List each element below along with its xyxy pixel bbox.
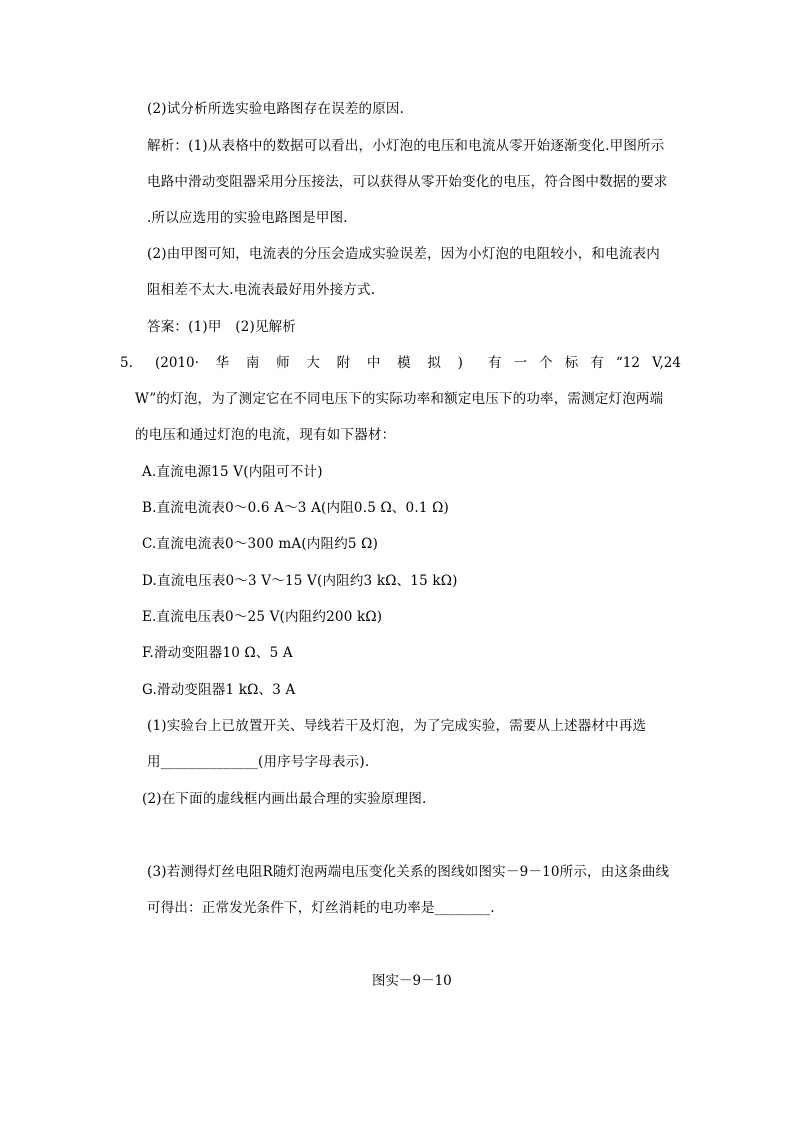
q5-line1-tail bbox=[488, 353, 681, 373]
q5-option-d: D.直流电压表0～3 V～15 V(内阻约3 kΩ、15 kΩ) bbox=[142, 573, 458, 589]
q5-source bbox=[155, 353, 463, 373]
q5-line1-part: 标 bbox=[564, 355, 579, 371]
q4-analysis-line-1: 解析：(1)从表格中的数据可以看出，小灯泡的电压和电流从零开始逐渐变化.甲图所示 bbox=[147, 138, 665, 154]
q4-analysis-line-3: .所以应选用的实验电路图是甲图. bbox=[147, 210, 348, 226]
q4-analysis-line-4: (2)由甲图可知，电流表的分压会造成实验误差，因为小灯泡的电阻较小，和电流表内 bbox=[147, 246, 660, 262]
q5-number: 5. bbox=[120, 355, 133, 371]
q5-sub2: (2)在下面的虚线框内画出最合理的实验原理图. bbox=[142, 791, 427, 807]
q5-source-part: 华 bbox=[215, 355, 230, 371]
q5-line1-part: 有 bbox=[590, 355, 604, 371]
q4-analysis-line-5: 阻相差不太大.电流表最好用外接方式. bbox=[147, 282, 376, 298]
q5-option-c: C.直流电流表0～300 mA(内阻约5 Ω) bbox=[142, 536, 379, 552]
q5-source-part: 拟 bbox=[427, 355, 441, 371]
q4-analysis-line-2: 电路中滑动变阻器采用分压接法，可以获得从零开始变化的电压，符合图中数据的要求 bbox=[147, 174, 668, 190]
q5-line-3: 的电压和通过灯泡的电流，现有如下器材： bbox=[135, 427, 396, 443]
q5-option-g: G.滑动变阻器1 kΩ、3 A bbox=[142, 682, 296, 698]
q5-option-e: E.直流电压表0～25 V(内阻约200 kΩ) bbox=[142, 609, 383, 625]
q5-option-a: A.直流电源15 V(内阻可不计) bbox=[142, 464, 323, 480]
q5-option-b: B.直流电流表0～0.6 A～3 A(内阻0.5 Ω、0.1 Ω) bbox=[142, 500, 449, 516]
q5-line1-part: V,24 bbox=[652, 355, 681, 371]
q5-option-f: F.滑动变阻器10 Ω、5 A bbox=[142, 645, 293, 661]
q5-source-part: 模 bbox=[397, 355, 411, 371]
q5-sub1-line-2: 用______________(用序号字母表示). bbox=[147, 754, 370, 770]
q5-source-part: 中 bbox=[366, 355, 381, 371]
q5-source-part: (2010· bbox=[155, 355, 199, 371]
q5-sub3-line-2: 可得出：正常发光条件下，灯丝消耗的电功率是________. bbox=[147, 900, 495, 916]
q5-source-part: 南 bbox=[245, 355, 260, 371]
q5-source-part: 大 bbox=[306, 355, 320, 371]
q5-source-part: ) bbox=[457, 355, 463, 371]
q5-line1-part: 一 bbox=[513, 355, 528, 371]
q5-sub1-line-1: (1)实验台上已放置开关、导线若干及灯泡，为了完成实验，需要从上述器材中再选 bbox=[147, 718, 647, 734]
q5-line-2: W”的灯泡，为了测定它在不同电压下的实际功率和额定电压下的功率，需测定灯泡两端 bbox=[135, 391, 664, 407]
q5-source-part: 附 bbox=[336, 355, 351, 371]
figure-caption: 图实－9－10 bbox=[372, 973, 452, 989]
q5-line1-part: 有 bbox=[488, 355, 502, 371]
q5-source-part: 师 bbox=[276, 355, 290, 371]
q4-answer: 答案：(1)甲 (2)见解析 bbox=[147, 319, 297, 335]
q5-line1-part: “12 bbox=[615, 355, 640, 371]
q5-line1-part: 个 bbox=[539, 355, 553, 371]
q4-part2-question: (2)试分析所选实验电路图存在误差的原因. bbox=[147, 101, 405, 117]
q5-sub3-line-1: (3)若测得灯丝电阻R随灯泡两端电压变化关系的图线如图实－9－10所示，由这条曲线 bbox=[147, 864, 670, 880]
